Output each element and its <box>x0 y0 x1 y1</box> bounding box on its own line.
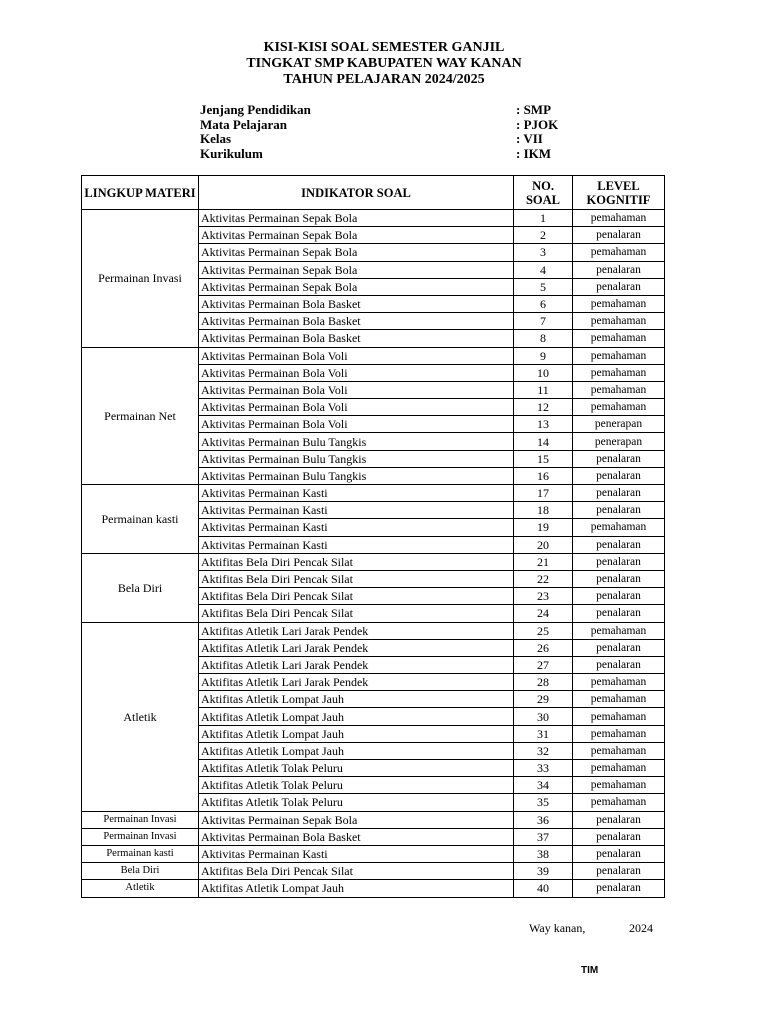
level-kognitif-cell: penalaran <box>573 863 665 880</box>
table-row <box>82 880 665 897</box>
indikator-cell: Aktifitas Atletik Lari Jarak Pendek <box>199 622 514 639</box>
indikator-cell: Aktivitas Permainan Kasti <box>199 536 514 553</box>
no-soal-cell: 8 <box>514 330 573 347</box>
indikator-cell: Aktifitas Atletik Lompat Jauh <box>199 725 514 742</box>
table-header-row <box>82 176 665 210</box>
indikator-cell: Aktivitas Permainan Sepak Bola <box>199 278 514 295</box>
level-kognitif-cell: penalaran <box>573 570 665 587</box>
no-soal-cell: 15 <box>514 450 573 467</box>
meta-value: : IKM <box>516 145 552 161</box>
indikator-cell: Aktivitas Permainan Bola Voli <box>199 381 514 398</box>
no-soal-cell: 19 <box>514 519 573 536</box>
level-kognitif-cell: penalaran <box>573 536 665 553</box>
indikator-cell: Aktivitas Permainan Kasti <box>199 485 514 502</box>
level-kognitif-cell: pemahaman <box>573 244 665 261</box>
no-soal-cell: 14 <box>514 433 573 450</box>
level-kognitif-cell: pemahaman <box>573 622 665 639</box>
doc-title-line-3: TAHUN PELAJARAN 2024/2025 <box>283 72 485 87</box>
no-soal-cell: 29 <box>514 691 573 708</box>
level-kognitif-cell: penalaran <box>573 880 665 897</box>
indikator-cell: Aktivitas Permainan Bola Voli <box>199 347 514 364</box>
doc-title-line-2: TINGKAT SMP KABUPATEN WAY KANAN <box>246 56 522 71</box>
no-soal-cell: 25 <box>514 622 573 639</box>
level-kognitif-cell: pemahaman <box>573 381 665 398</box>
no-soal-cell: 33 <box>514 760 573 777</box>
no-soal-cell: 18 <box>514 502 573 519</box>
lingkup-materi-cell: Atletik <box>82 880 199 897</box>
table-row <box>82 845 665 862</box>
level-kognitif-cell: pemahaman <box>573 708 665 725</box>
lingkup-materi-cell: Permainan Net <box>82 347 199 485</box>
lingkup-materi-cell: Bela Diri <box>82 553 199 622</box>
no-soal-cell: 3 <box>514 244 573 261</box>
table-row <box>82 210 665 227</box>
indikator-cell: Aktifitas Atletik Tolak Peluru <box>199 777 514 794</box>
level-kognitif-cell: penalaran <box>573 656 665 673</box>
indikator-cell: Aktivitas Permainan Bola Voli <box>199 416 514 433</box>
lingkup-materi-cell: Permainan kasti <box>82 485 199 554</box>
no-soal-cell: 10 <box>514 364 573 381</box>
no-soal-cell: 6 <box>514 295 573 312</box>
indikator-cell: Aktivitas Permainan Sepak Bola <box>199 244 514 261</box>
level-kognitif-cell: pemahaman <box>573 674 665 691</box>
no-soal-cell: 30 <box>514 708 573 725</box>
no-soal-cell: 12 <box>514 399 573 416</box>
no-soal-cell: 22 <box>514 570 573 587</box>
meta-label: Kurikulum <box>200 145 263 161</box>
indikator-cell: Aktifitas Atletik Lompat Jauh <box>199 742 514 759</box>
no-soal-cell: 27 <box>514 656 573 673</box>
meta-value: : PJOK <box>516 116 559 132</box>
level-kognitif-cell: pemahaman <box>573 313 665 330</box>
indikator-cell: Aktifitas Atletik Lompat Jauh <box>199 708 514 725</box>
table-row <box>82 811 665 828</box>
no-soal-cell: 13 <box>514 416 573 433</box>
level-kognitif-cell: pemahaman <box>573 777 665 794</box>
indikator-cell: Aktifitas Bela Diri Pencak Silat <box>199 605 514 622</box>
indikator-cell: Aktivitas Permainan Bola Basket <box>199 295 514 312</box>
signature-year: 2024 <box>629 921 653 935</box>
level-kognitif-cell: pemahaman <box>573 347 665 364</box>
level-kognitif-cell: pemahaman <box>573 330 665 347</box>
no-soal-cell: 26 <box>514 639 573 656</box>
meta-label: Jenjang Pendidikan <box>200 102 311 117</box>
level-kognitif-cell: pemahaman <box>573 742 665 759</box>
no-soal-cell: 2 <box>514 227 573 244</box>
level-kognitif-cell: penerapan <box>573 433 665 450</box>
no-soal-cell: 37 <box>514 828 573 845</box>
level-kognitif-cell: penalaran <box>573 450 665 467</box>
indikator-cell: Aktivitas Permainan Bulu Tangkis <box>199 450 514 467</box>
lingkup-materi-cell: Atletik <box>82 622 199 811</box>
indikator-cell: Aktifitas Atletik Tolak Peluru <box>199 760 514 777</box>
indikator-cell: Aktifitas Bela Diri Pencak Silat <box>199 570 514 587</box>
lingkup-materi-cell: Permainan Invasi <box>82 828 199 845</box>
indikator-cell: Aktifitas Atletik Lari Jarak Pendek <box>199 674 514 691</box>
indikator-cell: Aktivitas Permainan Bulu Tangkis <box>199 433 514 450</box>
indikator-cell: Aktivitas Permainan Kasti <box>199 502 514 519</box>
no-soal-cell: 5 <box>514 278 573 295</box>
no-soal-cell: 4 <box>514 261 573 278</box>
indikator-cell: Aktifitas Atletik Lompat Jauh <box>199 691 514 708</box>
no-soal-cell: 24 <box>514 605 573 622</box>
lingkup-materi-cell: Permainan Invasi <box>82 811 199 828</box>
no-soal-cell: 20 <box>514 536 573 553</box>
meta-info <box>200 103 600 161</box>
level-kognitif-cell: penerapan <box>573 416 665 433</box>
table-row <box>82 622 665 639</box>
indikator-cell: Aktivitas Permainan Kasti <box>199 519 514 536</box>
level-kognitif-cell: pemahaman <box>573 295 665 312</box>
no-soal-cell: 9 <box>514 347 573 364</box>
level-kognitif-cell: pemahaman <box>573 210 665 227</box>
no-soal-cell: 34 <box>514 777 573 794</box>
indikator-cell: Aktifitas Atletik Tolak Peluru <box>199 794 514 811</box>
no-soal-cell: 38 <box>514 845 573 862</box>
indikator-cell: Aktivitas Permainan Kasti <box>199 845 514 862</box>
no-soal-cell: 39 <box>514 863 573 880</box>
no-soal-cell: 11 <box>514 381 573 398</box>
meta-label: Kelas <box>200 131 232 147</box>
meta-row <box>200 132 600 147</box>
lingkup-materi-cell: Permainan Invasi <box>82 210 199 348</box>
level-kognitif-cell: pemahaman <box>573 691 665 708</box>
header-level-line2: KOGNITIF <box>586 192 651 207</box>
doc-title-line-1: KISI-KISI SOAL SEMESTER GANJIL <box>263 40 505 55</box>
level-kognitif-cell: penalaran <box>573 485 665 502</box>
level-kognitif-cell: pemahaman <box>573 399 665 416</box>
indikator-cell: Aktivitas Permainan Bola Basket <box>199 330 514 347</box>
header-indikator-soal: INDIKATOR SOAL <box>199 176 514 210</box>
header-no-line1: NO. <box>532 178 554 193</box>
indikator-cell: Aktivitas Permainan Sepak Bola <box>199 227 514 244</box>
indikator-cell: Aktifitas Bela Diri Pencak Silat <box>199 863 514 880</box>
no-soal-cell: 32 <box>514 742 573 759</box>
level-kognitif-cell: pemahaman <box>573 794 665 811</box>
level-kognitif-cell: penalaran <box>573 811 665 828</box>
level-kognitif-cell: penalaran <box>573 588 665 605</box>
indikator-cell: Aktivitas Permainan Bola Basket <box>199 828 514 845</box>
no-soal-cell: 36 <box>514 811 573 828</box>
indikator-cell: Aktivitas Permainan Bola Voli <box>199 399 514 416</box>
level-kognitif-cell: penalaran <box>573 502 665 519</box>
table-row <box>82 553 665 570</box>
table-row <box>82 485 665 502</box>
no-soal-cell: 1 <box>514 210 573 227</box>
header-no-soal <box>514 176 573 210</box>
header-lingkup-materi: LINGKUP MATERI <box>82 176 199 210</box>
no-soal-cell: 31 <box>514 725 573 742</box>
table-row <box>82 347 665 364</box>
indikator-cell: Aktifitas Atletik Lari Jarak Pendek <box>199 639 514 656</box>
level-kognitif-cell: penalaran <box>573 278 665 295</box>
signature-place: Way kanan, <box>529 921 586 935</box>
indikator-cell: Aktivitas Permainan Sepak Bola <box>199 261 514 278</box>
level-kognitif-cell: pemahaman <box>573 364 665 381</box>
meta-row <box>200 147 600 162</box>
meta-value: : SMP <box>516 102 552 117</box>
level-kognitif-cell: penalaran <box>573 261 665 278</box>
meta-label: Mata Pelajaran <box>200 116 288 132</box>
indikator-cell: Aktifitas Bela Diri Pencak Silat <box>199 588 514 605</box>
indikator-cell: Aktifitas Bela Diri Pencak Silat <box>199 553 514 570</box>
level-kognitif-cell: penalaran <box>573 467 665 484</box>
level-kognitif-cell: penalaran <box>573 553 665 570</box>
indikator-cell: Aktivitas Permainan Bulu Tangkis <box>199 467 514 484</box>
level-kognitif-cell: pemahaman <box>573 760 665 777</box>
level-kognitif-cell: pemahaman <box>573 519 665 536</box>
no-soal-cell: 17 <box>514 485 573 502</box>
no-soal-cell: 21 <box>514 553 573 570</box>
meta-row <box>200 103 600 118</box>
no-soal-cell: 35 <box>514 794 573 811</box>
no-soal-cell: 28 <box>514 674 573 691</box>
level-kognitif-cell: penalaran <box>573 828 665 845</box>
level-kognitif-cell: penalaran <box>573 227 665 244</box>
indikator-cell: Aktifitas Atletik Lompat Jauh <box>199 880 514 897</box>
no-soal-cell: 7 <box>514 313 573 330</box>
no-soal-cell: 40 <box>514 880 573 897</box>
indikator-cell: Aktivitas Permainan Bola Basket <box>199 313 514 330</box>
meta-row <box>200 118 600 133</box>
no-soal-cell: 23 <box>514 588 573 605</box>
level-kognitif-cell: penalaran <box>573 845 665 862</box>
level-kognitif-cell: pemahaman <box>573 725 665 742</box>
table-row <box>82 828 665 845</box>
lingkup-materi-cell: Permainan kasti <box>82 845 199 862</box>
indikator-cell: Aktivitas Permainan Sepak Bola <box>199 811 514 828</box>
header-no-line2: SOAL <box>525 192 561 207</box>
indikator-cell: Aktivitas Permainan Bola Voli <box>199 364 514 381</box>
meta-value: : VII <box>516 131 543 147</box>
level-kognitif-cell: penalaran <box>573 639 665 656</box>
indikator-cell: Aktivitas Permainan Sepak Bola <box>199 210 514 227</box>
no-soal-cell: 16 <box>514 467 573 484</box>
kisi-kisi-table <box>81 175 665 898</box>
table-row <box>82 863 665 880</box>
header-level-line1: LEVEL <box>597 178 640 193</box>
table-body <box>82 210 665 898</box>
indikator-cell: Aktifitas Atletik Lari Jarak Pendek <box>199 656 514 673</box>
signature-team: TIM <box>581 965 599 976</box>
level-kognitif-cell: penalaran <box>573 605 665 622</box>
header-level-kognitif <box>573 176 665 210</box>
lingkup-materi-cell: Bela Diri <box>82 863 199 880</box>
